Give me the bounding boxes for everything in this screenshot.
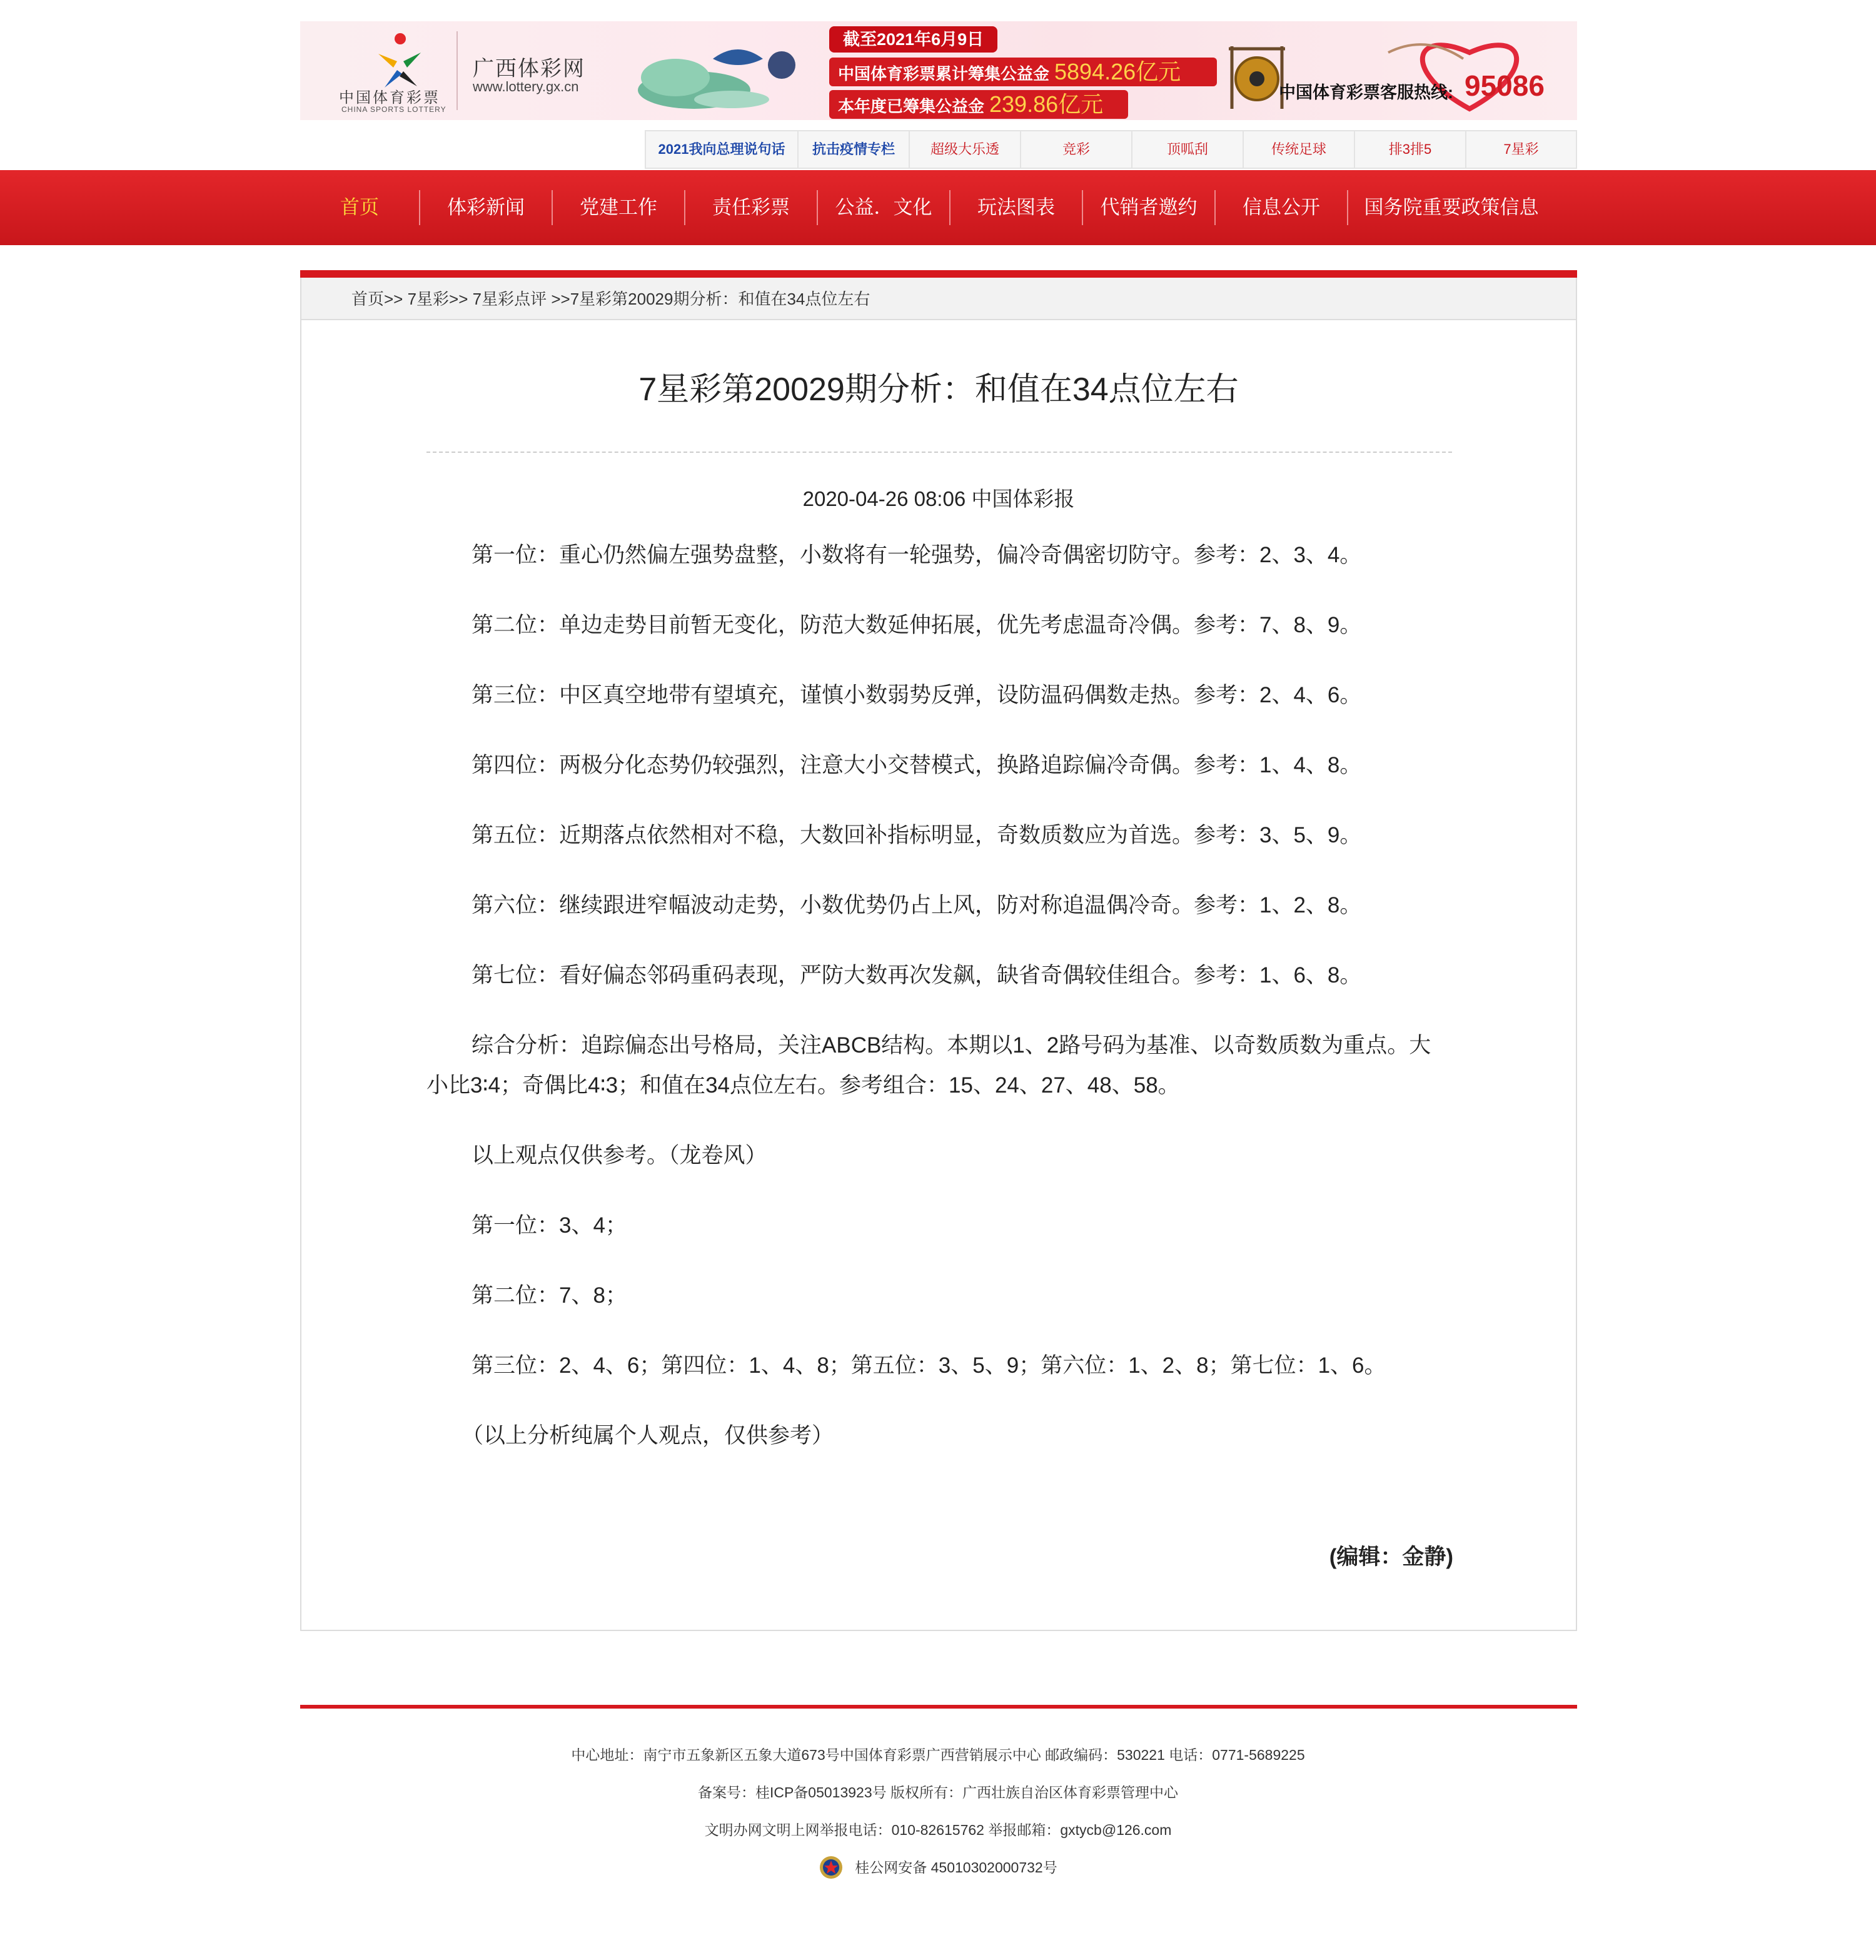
paragraph: 第三位：2、4、6；第四位：1、4、8；第五位：3、5、9；第六位：1、2、8；第七位：1、6。 bbox=[472, 1353, 1386, 1378]
nav-item-party[interactable]: 党建工作 bbox=[580, 196, 657, 218]
breadcrumb-review[interactable]: 7星彩点评 bbox=[468, 290, 547, 308]
paragraph: 以上观点仅供参考。（龙卷风） bbox=[472, 1143, 767, 1168]
toplink-premier-message[interactable]: 2021我向总理说句话 bbox=[646, 131, 799, 168]
footer-record: 备案号：桂ICP备05013923号 版权所有：广西壮族自治区体育彩票管理中心 bbox=[697, 1784, 1179, 1801]
paragraph: 第六位：继续跟进窄幅波动走势，小数优势仍占上风，防对称追温偶冷奇。参考：1、2、8。 bbox=[472, 893, 1362, 917]
paragraph: 第二位：7、8； bbox=[472, 1283, 627, 1308]
paragraph: （以上分析纯属个人观点，仅供参考） bbox=[461, 1423, 834, 1448]
paragraph: 第三位：中区真空地带有望填充，谨慎小数弱势反弹，设防温码偶数走热。参考：2、4、6。 bbox=[472, 683, 1362, 707]
nav-item-responsible[interactable]: 责任彩票 bbox=[712, 196, 790, 218]
fund-year bbox=[829, 90, 1128, 119]
logo-text-en: CHINA SPORTS LOTTERY bbox=[341, 105, 446, 114]
police-badge-icon bbox=[819, 1855, 844, 1880]
site-name: 广西体彩网 bbox=[473, 57, 585, 81]
nav-item-state-council[interactable]: 国务院重要政策信息 bbox=[1364, 196, 1539, 218]
fund-total-label: 中国体育彩票累计筹集公益金 bbox=[838, 64, 1050, 83]
fund-year-value: 239.86亿元 bbox=[989, 91, 1104, 117]
article-panel bbox=[300, 270, 1577, 1631]
title-divider bbox=[426, 452, 1452, 453]
toplink-traditional-football[interactable]: 传统足球 bbox=[1244, 131, 1355, 168]
toplink-scratch[interactable]: 顶呱刮 bbox=[1132, 131, 1244, 168]
paragraph: 第一位：重心仍然偏左强势盘整，小数将有一轮强势，偏冷奇偶密切防守。参考：2、3、4。 bbox=[472, 543, 1362, 567]
logo-text-cn: 中国体育彩票 bbox=[339, 89, 440, 106]
breadcrumb-current: >>7星彩第20029期分析：和值在34点位左右 bbox=[547, 290, 870, 308]
hotline-label: 中国体育彩票客服热线: bbox=[1279, 83, 1453, 102]
site-url: www.lottery.gx.cn bbox=[473, 79, 579, 94]
hotline-number: 95086 bbox=[1465, 69, 1545, 102]
fund-total-value: 5894.26亿元 bbox=[1054, 59, 1181, 84]
article-title: 7星彩第20029期分析：和值在34点位左右 bbox=[638, 371, 1239, 408]
breadcrumb-7star[interactable]: 7星彩>> bbox=[403, 290, 468, 308]
fund-total bbox=[829, 58, 1217, 86]
toplink-7-star[interactable]: 7星彩 bbox=[1503, 141, 1539, 157]
header-banner[interactable] bbox=[300, 21, 1577, 120]
nav-item-welfare[interactable]: 公益．文化 bbox=[835, 196, 932, 218]
toplink-jingcai[interactable]: 竞彩 bbox=[1021, 131, 1132, 168]
article-editor: (编辑：金静) bbox=[1329, 1545, 1453, 1569]
police-record-link[interactable]: 桂公网安备 45010302000732号 bbox=[855, 1859, 1057, 1876]
paragraph: 第七位：看好偏态邻码重码表现，严防大数再次发飙，缺省奇偶较佳组合。参考：1、6、8。 bbox=[472, 963, 1362, 988]
panel-accent-bar bbox=[300, 270, 1577, 278]
main-navigation bbox=[0, 170, 1876, 245]
paragraph: 综合分析：追踪偏态出号格局，关注ABCB结构。本期以1、2路号码为基准、以奇数质数为重点。大小比3∶4；奇偶比4∶3；和值在34点位左右。参考组合：15、24、27、48、58。 bbox=[426, 1033, 1431, 1098]
nav-item-news[interactable]: 体彩新闻 bbox=[447, 196, 525, 218]
paragraph: 第一位：3、4； bbox=[472, 1213, 627, 1238]
paragraph: 第二位：单边走势目前暂无变化，防范大数延伸拓展，优先考虑温奇冷偶。参考：7、8、9。 bbox=[472, 613, 1362, 637]
nav-item-charts[interactable]: 玩法图表 bbox=[977, 196, 1055, 218]
footer-police bbox=[0, 1851, 1876, 1889]
top-links-bar bbox=[645, 130, 1577, 169]
footer bbox=[0, 1739, 1876, 1889]
banner-divider bbox=[456, 31, 458, 110]
breadcrumb bbox=[301, 278, 1576, 320]
paragraph: 第四位：两极分化态势仍较强烈，注意大小交替模式，换路追踪偏冷奇偶。参考：1、4、8。 bbox=[472, 753, 1362, 777]
fund-announcement bbox=[829, 26, 1214, 118]
nav-item-agents[interactable]: 代销者邀约 bbox=[1100, 196, 1198, 218]
footer-divider bbox=[300, 1705, 1577, 1709]
toplink-super-lotto[interactable]: 超级大乐透 bbox=[910, 131, 1021, 168]
article-meta: 2020-04-26 08:06 中国体彩报 bbox=[802, 487, 1075, 510]
footer-report: 文明办网文明上网举报电话：010-82615762 举报邮箱：gxtycb@126.com bbox=[704, 1822, 1172, 1838]
article-body bbox=[426, 535, 1452, 1486]
toplink-pl3-pl5[interactable]: 排3排5 bbox=[1355, 131, 1466, 168]
toplink-epidemic-column[interactable]: 抗击疫情专栏 bbox=[799, 131, 910, 168]
gong-icon bbox=[1223, 40, 1291, 115]
nav-item-home[interactable]: 首页 bbox=[340, 196, 379, 218]
breadcrumb-home[interactable]: 首页>> bbox=[351, 290, 403, 308]
nav-item-disclosure[interactable]: 信息公开 bbox=[1243, 196, 1320, 218]
decorative-landscape-icon bbox=[625, 40, 813, 115]
paragraph: 第五位：近期落点依然相对不稳，大数回补指标明显，奇数质数应为首选。参考：3、5、9。 bbox=[472, 823, 1362, 847]
fund-year-label: 本年度已筹集公益金 bbox=[838, 97, 985, 116]
fund-date: 截至2021年6月9日 bbox=[829, 26, 997, 53]
footer-address: 中心地址：南宁市五象新区五象大道673号中国体育彩票广西营销展示中心 邮政编码：530221 电话：0771-5689225 bbox=[571, 1747, 1305, 1763]
